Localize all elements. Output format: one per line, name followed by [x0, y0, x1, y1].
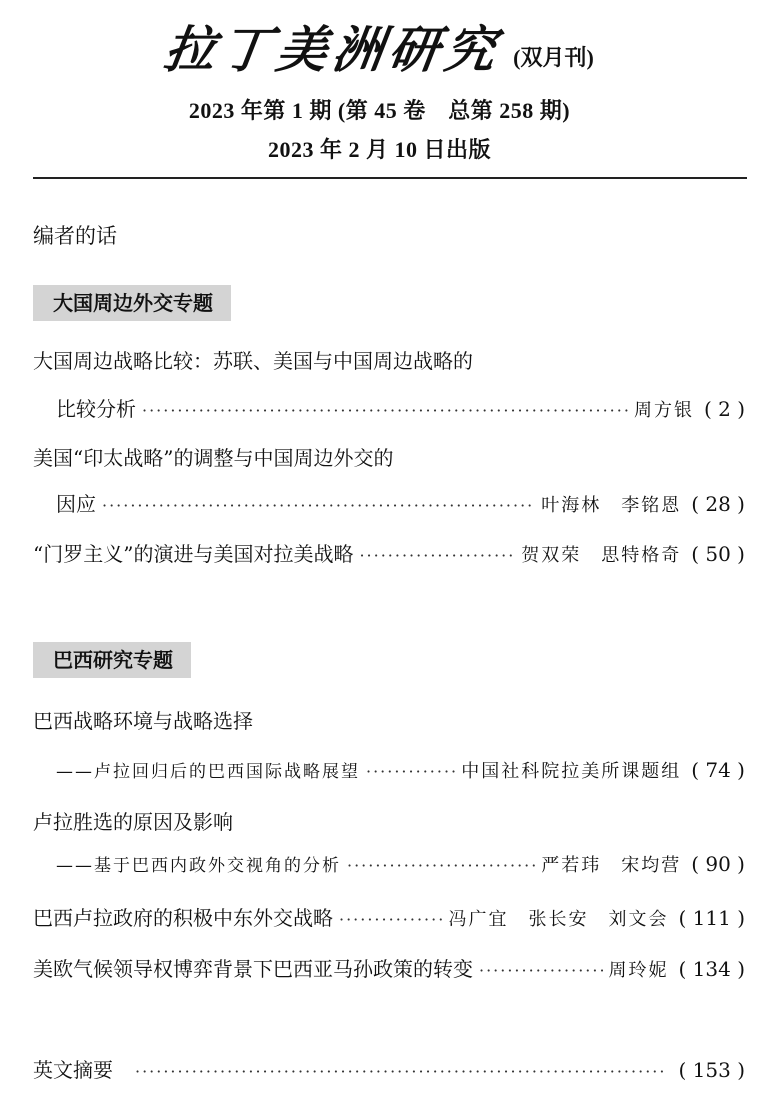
- publication-date: 2023 年 2 月 10 日出版: [267, 137, 491, 162]
- entry-page: ( 2 ): [703, 397, 745, 421]
- leader-dots: [347, 856, 535, 875]
- section-heading-great-power: 大国周边外交专题: [33, 285, 231, 321]
- entry-authors: 叶海林 李铭恩: [541, 495, 682, 516]
- toc-entry-1-line1[interactable]: [33, 345, 745, 374]
- entry-subtitle: ——基于巴西内政外交视角的分析: [56, 856, 341, 876]
- entry-title: 卢拉胜选的原因及影响: [33, 810, 233, 834]
- entry-title: 美欧气候领导权博弈背景下巴西亚马孙政策的转变: [33, 957, 473, 981]
- journal-header: [0, 8, 759, 82]
- toc-entry-6[interactable]: [33, 902, 745, 931]
- toc-entry-5-line1[interactable]: [33, 806, 745, 835]
- entry-page: ( 90 ): [691, 852, 745, 876]
- entry-authors: 周方银: [633, 400, 694, 421]
- entry-title-cont: 因应: [56, 492, 96, 516]
- entry-title: 美国“印太战略”的调整与中国周边外交的: [33, 446, 394, 470]
- toc-entry-1-line2[interactable]: [56, 393, 745, 422]
- leader-dots: [142, 401, 628, 420]
- entry-subtitle: ——卢拉回归后的巴西国际战略展望: [56, 762, 360, 782]
- entry-page: ( 111 ): [678, 906, 745, 930]
- entry-page: ( 134 ): [678, 957, 745, 981]
- journal-frequency: (双月刊): [513, 45, 594, 70]
- entry-title: 巴西卢拉政府的积极中东外交战略: [33, 906, 333, 930]
- entry-page: ( 153 ): [678, 1058, 745, 1082]
- leader-dots: [135, 1062, 663, 1081]
- entry-authors: 严若玮 宋均营: [541, 855, 682, 876]
- leader-dots: [339, 910, 443, 929]
- entry-authors: 周玲妮: [608, 960, 669, 981]
- entry-authors: 中国社科院拉美所课题组: [461, 761, 682, 782]
- entry-title: 巴西战略环境与战略选择: [33, 709, 253, 733]
- toc-entry-2-line1[interactable]: [33, 442, 745, 471]
- leader-dots: [479, 961, 603, 980]
- editor-note-link[interactable]: 编者的话: [33, 224, 117, 248]
- toc-entry-7[interactable]: [33, 953, 745, 982]
- entry-authors: 冯广宜 张长安 刘文会: [448, 909, 669, 930]
- header-divider: [33, 177, 747, 179]
- leader-dots: [366, 762, 455, 781]
- issue-line: 2023 年第 1 期 (第 45 卷 总第 258 期): [188, 98, 571, 123]
- toc-entry-4-line1[interactable]: [33, 705, 745, 734]
- entry-page: ( 50 ): [691, 542, 745, 566]
- toc-entry-2-line2[interactable]: [56, 488, 745, 517]
- entry-title: 大国周边战略比较：苏联、美国与中国周边战略的: [33, 349, 473, 373]
- leader-dots: [359, 546, 515, 565]
- entry-title: 英文摘要: [33, 1058, 113, 1082]
- toc-entry-3[interactable]: [33, 538, 745, 567]
- journal-title: 拉丁美洲研究: [161, 20, 506, 79]
- toc-entry-english-abstracts[interactable]: [33, 1054, 745, 1083]
- masthead: [0, 8, 759, 164]
- entry-title: “门罗主义”的演进与美国对拉美战略: [33, 542, 354, 566]
- leader-dots: [102, 496, 535, 515]
- toc-entry-4-line2[interactable]: [56, 757, 745, 783]
- entry-title-cont: 比较分析: [56, 397, 136, 421]
- toc-entry-5-line2[interactable]: [56, 851, 745, 877]
- entry-page: ( 74 ): [691, 758, 745, 782]
- section-heading-brazil: 巴西研究专题: [33, 642, 191, 678]
- entry-authors: 贺双荣 思特格奇: [521, 545, 682, 566]
- entry-page: ( 28 ): [691, 492, 745, 516]
